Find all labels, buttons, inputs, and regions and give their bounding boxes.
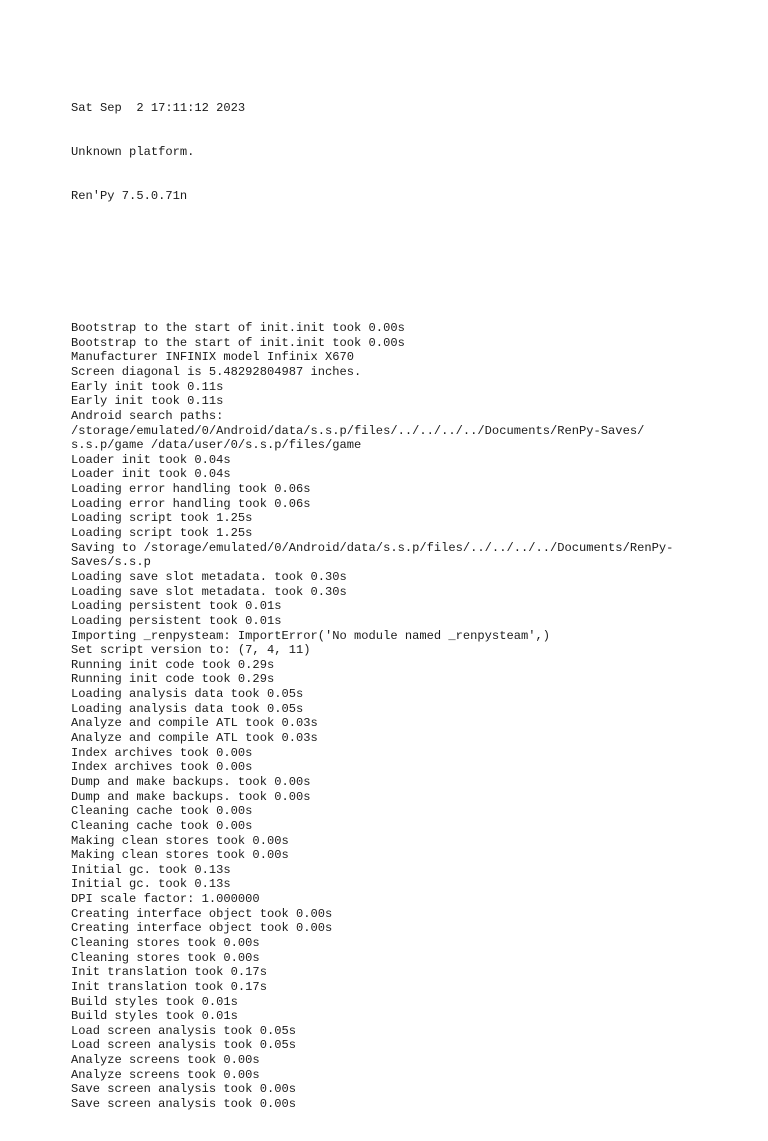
log-line: Loading error handling took 0.06s — [71, 482, 311, 497]
log-line: Running init code took 0.29s — [71, 672, 275, 687]
log-line: /storage/emulated/0/Android/data/s.s.p/files/../../../../Documents/RenPy-Saves/ — [71, 423, 645, 438]
log-line: Analyze and compile ATL took 0.03s — [71, 731, 318, 746]
log-line: Dump and make backups. took 0.00s — [71, 789, 311, 804]
log-line: Manufacturer INFINIX model Infinix X670 — [71, 350, 355, 365]
log-line: s.s.p/game /data/user/0/s.s.p/files/game — [71, 438, 362, 453]
log-line: Cleaning cache took 0.00s — [71, 804, 253, 819]
log-line: Saving to /storage/emulated/0/Android/data/s.s.p/files/../../../../Documents/RenPy- — [71, 540, 674, 555]
log-line: Loading error handling took 0.06s — [71, 496, 311, 511]
log-line: Build styles took 0.01s — [71, 994, 238, 1009]
log-line: Index archives took 0.00s — [71, 760, 253, 775]
log-header-line: Sat Sep 2 17:11:12 2023 — [71, 101, 246, 116]
log-lines — [71, 321, 731, 1112]
log-line: Dump and make backups. took 0.00s — [71, 774, 311, 789]
blank-line — [71, 277, 731, 292]
log-line: Loading script took 1.25s — [71, 511, 253, 526]
blank-line — [71, 233, 731, 248]
log-line: Loading analysis data took 0.05s — [71, 701, 304, 716]
log-line: Importing _renpysteam: ImportError('No module named _renpysteam',) — [71, 628, 550, 643]
log-line: Screen diagonal is 5.48292804987 inches. — [71, 365, 362, 379]
log-line: Saves/s.s.p — [71, 555, 151, 570]
log-line: Early init took 0.11s — [71, 394, 224, 409]
log-line: Load screen analysis took 0.05s — [71, 1038, 296, 1053]
log-line: Making clean stores took 0.00s — [71, 833, 289, 848]
log-line: Init translation took 0.17s — [71, 965, 267, 980]
log-text-block — [71, 72, 731, 1141]
log-line: Index archives took 0.00s — [71, 745, 253, 760]
log-line: Analyze screens took 0.00s — [71, 1053, 260, 1068]
log-line: Loading save slot metadata. took 0.30s — [71, 569, 347, 584]
log-line: Bootstrap to the start of init.init took 0.00s — [71, 321, 405, 336]
log-line: Loader init took 0.04s — [71, 452, 231, 467]
log-line: Loader init took 0.04s — [71, 467, 231, 482]
log-line: Loading analysis data took 0.05s — [71, 687, 304, 702]
log-line: Loading save slot metadata. took 0.30s — [71, 584, 347, 599]
log-line: Set script version to: (7, 4, 11) — [71, 643, 311, 658]
log-line: DPI scale factor: 1.000000 — [71, 892, 260, 907]
log-line: Creating interface object took 0.00s — [71, 906, 333, 921]
log-header-line: Unknown platform. — [71, 145, 195, 160]
log-line: Initial gc. took 0.13s — [71, 877, 231, 892]
log-line: Making clean stores took 0.00s — [71, 848, 289, 863]
log-line: Cleaning cache took 0.00s — [71, 818, 253, 833]
log-line: Analyze and compile ATL took 0.03s — [71, 716, 318, 731]
log-line: Initial gc. took 0.13s — [71, 862, 231, 877]
log-line: Loading persistent took 0.01s — [71, 613, 282, 628]
log-line: Loading script took 1.25s — [71, 526, 253, 541]
log-line: Analyze screens took 0.00s — [71, 1067, 260, 1082]
log-line: Load screen analysis took 0.05s — [71, 1023, 296, 1038]
log-line: Creating interface object took 0.00s — [71, 921, 333, 936]
log-line: Early init took 0.11s — [71, 379, 224, 394]
log-line: Cleaning stores took 0.00s — [71, 950, 260, 965]
log-line: Android search paths: — [71, 408, 224, 423]
log-line: Save screen analysis took 0.00s — [71, 1082, 296, 1097]
log-line: Cleaning stores took 0.00s — [71, 935, 260, 950]
log-line: Bootstrap to the start of init.init took 0.00s — [71, 335, 405, 350]
log-line: Save screen analysis took 0.00s — [71, 1097, 296, 1112]
log-line: Running init code took 0.29s — [71, 657, 275, 672]
log-line: Build styles took 0.01s — [71, 1009, 238, 1024]
log-line: Loading persistent took 0.01s — [71, 599, 282, 614]
log-header-line: Ren'Py 7.5.0.71n — [71, 189, 188, 204]
log-line: Init translation took 0.17s — [71, 979, 267, 994]
